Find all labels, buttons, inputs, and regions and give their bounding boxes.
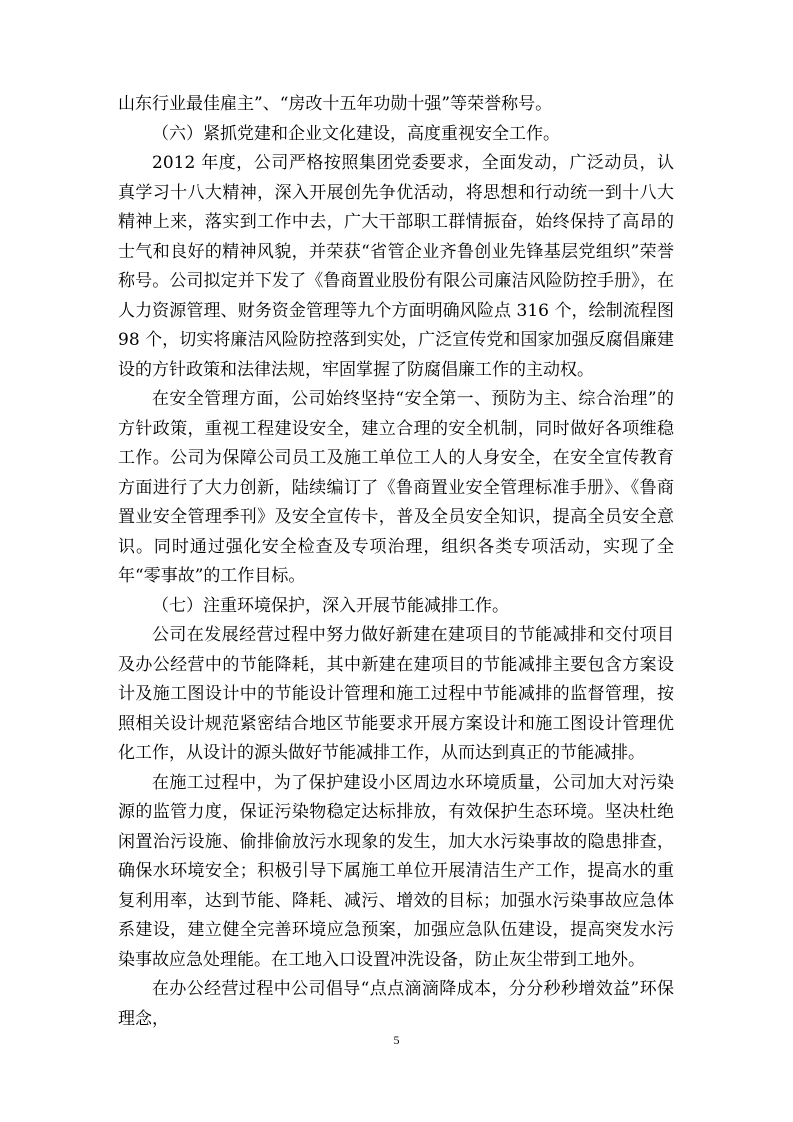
section-heading-7: （七）注重环境保护，深入开展节能减排工作。 [152, 595, 509, 616]
paragraph-construction-process: 在施工过程中，为了保护建设小区周边水环境质量，公司加大对污染源的监管力度，保证污染物稳定达标排放，有效保护生态环境。坚决杜绝闲置治污设施、偷排偷放污水现象的发生，加大水污染事故的隐患排查，确保水环境安全；积极引导下属施工单位开展清洁生产工作，提高水的重复利用率，达到节能、降耗、减污、增效的目标；加强水污染事故应急体系建设，建立健全完善环境应急预案，加强应急队伍建设，提高突发水污染事故应急处理能。在工地入口设置冲洗设备，防止灰尘带到工地外。 [118, 772, 674, 970]
paragraph-safety-management: 在安全管理方面，公司始终坚持“安全第一、预防为主、综合治理”的方针政策，重视工程建设安全，建立合理的安全机制，同时做好各项维稳工作。公司为保障公司员工及施工单位工人的人身安全，在安全宣传教育方面进行了大力创新，陆续编订了《鲁商置业安全管理标准手册》、《鲁商置业安全管理季刊》及安全宣传卡，普及全员安全知识，提高全员安全意识。同时通过强化安全检查及专项治理，组织各类专项活动，实现了全年“零事故”的工作目标。 [118, 389, 674, 586]
paragraph-continued: 山东行业最佳雇主”、“房改十五年功勋十强”等荣誉称号。 [118, 94, 553, 114]
page-number: 5 [393, 1033, 400, 1047]
section-heading-6: （六）紧抓党建和企业文化建设，高度重视安全工作。 [152, 123, 560, 144]
paragraph-office-operation: 在办公经营过程中公司倡导“点点滴滴降成本，分分秒秒增效益”环保理念， [118, 979, 674, 1029]
page-content [118, 90, 674, 1034]
paragraph-energy-saving: 公司在发展经营过程中努力做好新建在建项目的节能减排和交付项目及办公经营中的节能降耗，其中新建在建项目的节能减排主要包含方案设计及施工图设计中的节能设计管理和施工过程中节能减排的监督管理，按照相关设计规范紧密结合地区节能要求开展方案设计和施工图设计管理优化工作，从设计的源头做好节能减排工作，从而达到真正的节能减排。 [118, 625, 674, 763]
paragraph-party-building: 2012 年度，公司严格按照集团党委要求，全面发动，广泛动员，认真学习十八大精神，深入开展创先争优活动，将思想和行动统一到十八大精神上来，落实到工作中去，广大干部职工群情振奋，始终保持了高昂的士气和良好的精神风貌，并荣获“省管企业齐鲁创业先锋基层党组织”荣誉称号。公司拟定并下发了《鲁商置业股份有限公司廉洁风险防控手册》，在人力资源管理、财务资金管理等九个方面明确风险点 316 个，绘制流程图 98 个，切实将廉洁风险防控落到实处，广泛宣传党和国家加强反腐倡廉建设的方针政策和法律法规，牢固掌握了防腐倡廉工作的主动权。 [118, 153, 674, 380]
